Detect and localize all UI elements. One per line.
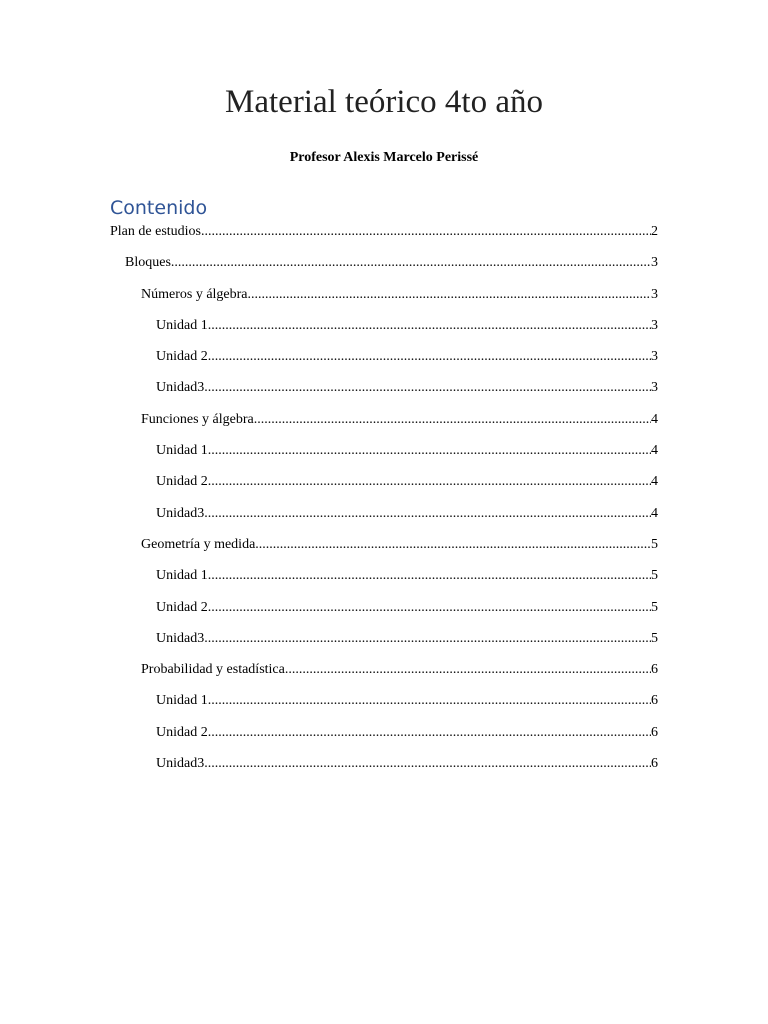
toc-dot-leader (204, 377, 651, 399)
toc-entry-label: Probabilidad y estadística (141, 662, 285, 678)
toc-entry-label: Geometría y medida (141, 536, 256, 552)
toc-entry[interactable] (110, 503, 658, 534)
toc-entry-label: Unidad 2 (156, 474, 208, 490)
toc-dot-leader (248, 284, 651, 306)
toc-dot-leader (204, 753, 651, 775)
toc-dot-leader (208, 315, 651, 337)
toc-entry-label: Unidad3 (156, 630, 205, 646)
toc-dot-leader (208, 440, 651, 462)
toc-entry[interactable] (110, 471, 658, 502)
toc-entry[interactable] (110, 565, 658, 596)
toc-dot-leader (171, 252, 651, 274)
toc-entry-page: 3 (651, 286, 658, 302)
toc-dot-leader (208, 565, 651, 587)
toc-entry-page: 5 (651, 630, 658, 646)
toc-entry-page: 4 (651, 411, 658, 427)
toc-entry-page: 6 (651, 662, 658, 678)
document-title: Material teórico 4to año (225, 84, 543, 120)
toc-entry-label: Unidad 1 (156, 443, 208, 459)
toc-entry-label: Unidad 2 (156, 349, 208, 365)
toc-entry[interactable] (110, 597, 658, 628)
toc-dot-leader (254, 409, 651, 431)
toc-entry-page: 3 (651, 380, 658, 396)
toc-entry-page: 4 (651, 505, 658, 521)
toc-dot-leader (204, 503, 651, 525)
toc-entry-label: Funciones y álgebra (141, 411, 254, 427)
toc-entry-page: 5 (651, 568, 658, 584)
toc-entry-label: Unidad 1 (156, 317, 208, 333)
toc-dot-leader (285, 659, 651, 681)
toc-entry-page: 4 (651, 443, 658, 459)
table-of-contents (110, 221, 658, 784)
toc-entry[interactable] (110, 628, 658, 659)
toc-entry[interactable] (110, 534, 658, 565)
toc-entry-label: Unidad3 (156, 756, 205, 772)
toc-entry-label: Unidad 2 (156, 724, 208, 740)
toc-dot-leader (255, 534, 651, 556)
toc-entry-label: Bloques (125, 255, 171, 271)
toc-dot-leader (208, 471, 651, 493)
toc-entry-label: Unidad 1 (156, 693, 208, 709)
toc-entry-page: 6 (651, 724, 658, 740)
toc-dot-leader (208, 597, 651, 619)
toc-entry[interactable] (110, 315, 658, 346)
toc-entry-page: 3 (651, 349, 658, 365)
toc-dot-leader (208, 722, 651, 744)
toc-entry-label: Unidad3 (156, 380, 205, 396)
toc-entry[interactable] (110, 377, 658, 408)
author-line: Profesor Alexis Marcelo Perissé (289, 150, 479, 165)
toc-dot-leader (201, 221, 651, 243)
toc-entry-label: Plan de estudios (110, 224, 201, 239)
toc-entry[interactable] (110, 409, 658, 440)
toc-entry-page: 4 (651, 474, 658, 490)
toc-entry[interactable] (110, 346, 658, 377)
toc-entry[interactable] (110, 722, 658, 753)
toc-entry[interactable] (110, 659, 658, 690)
toc-entry-page: 5 (651, 536, 658, 552)
toc-entry[interactable] (110, 690, 658, 721)
toc-entry-page: 2 (651, 224, 658, 239)
toc-entry-label: Unidad3 (156, 505, 205, 521)
toc-entry-page: 5 (651, 599, 658, 615)
toc-entry-label: Unidad 2 (156, 599, 208, 615)
toc-entry[interactable] (110, 284, 658, 315)
toc-entry-page: 3 (651, 317, 658, 333)
toc-entry[interactable] (110, 753, 658, 784)
toc-dot-leader (204, 628, 651, 650)
toc-heading: Contenido (110, 197, 208, 219)
toc-dot-leader (208, 346, 651, 368)
toc-entry-label: Unidad 1 (156, 568, 208, 584)
toc-entry[interactable] (110, 440, 658, 471)
toc-entry[interactable] (110, 221, 658, 252)
toc-dot-leader (208, 690, 651, 712)
toc-entry-page: 6 (651, 756, 658, 772)
toc-entry-page: 6 (651, 693, 658, 709)
toc-entry-page: 3 (651, 255, 658, 271)
toc-entry-label: Números y álgebra (141, 286, 248, 302)
toc-entry[interactable] (110, 252, 658, 283)
